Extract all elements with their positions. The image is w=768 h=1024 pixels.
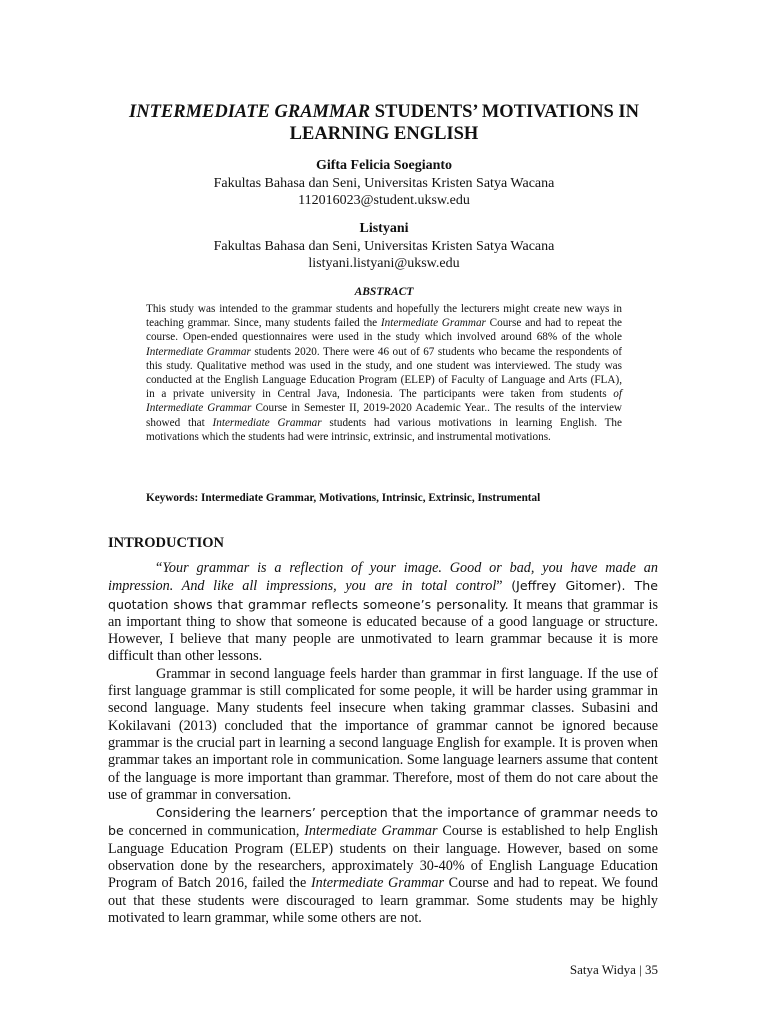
abstract-italic: Intermediate Grammar <box>212 416 322 429</box>
abstract-text: This study was intended to the grammar students and hopefully the lecturers might create new ways in teaching grammar. Since, many students failed the <box>146 303 622 330</box>
title-line2: LEARNING ENGLISH <box>289 124 479 144</box>
paragraph-text: Course and had to repeat. We found out that these students were discouraged to learn grammar. Some students may be highly motivated to learn grammar, while some others are not. <box>108 875 658 926</box>
paragraph-text: Considering the learners’ perception that the importance of grammar needs to be <box>108 805 658 839</box>
author-block-1 <box>80 157 688 210</box>
page-footer: Satya Widya | 35 <box>569 962 658 977</box>
quotation: Your grammar is a reflection of your image. Good or bad, you have made an impression. And like all impressions, you are in total control <box>108 560 658 595</box>
paragraph <box>108 560 658 666</box>
title-rest: STUDENTS’ MOTIVATIONS IN <box>370 102 639 122</box>
author-name: Listyani <box>359 221 409 236</box>
abstract-text: students 2020. There were 46 out of 67 students who became the respondents of this study. Qualitative method was used in the study, and one student was interviewed. The study was conducted at the English Language Education Program (ELEP) of Faculty of Language and Arts (FLA), in a private university in Central Java, Indonesia. The participants were taken from students <box>146 345 622 401</box>
paragraph-text: It means that grammar is an important thing to show that someone is educated because of a good language or structure. However, I believe that many people are unmotivated to learn grammar because it is more difficult than other lessons. <box>108 596 659 665</box>
abstract-italic: Intermediate Grammar <box>380 317 486 330</box>
keywords-line: Keywords: Intermediate Grammar, Motivations, Intrinsic, Extrinsic, Instrumental <box>146 492 541 504</box>
quotation-source: (Jeffrey Gitomer). The quotation shows that grammar reflects someone’s personality. <box>108 578 658 612</box>
author-block-2 <box>80 220 688 273</box>
quote-mark: ” <box>496 578 512 595</box>
author-name: Gifta Felicia Soegianto <box>315 158 453 173</box>
author-affiliation: Fakultas Bahasa dan Seni, Universitas Kristen Satya Wacana <box>213 175 555 191</box>
paragraph-text: Course is established to help English Language Education Program (ELEP) students on their language. However, based on some observation done by the researchers, approximately 30-40% of English Language Education Program of Batch 2016, failed the <box>108 823 658 892</box>
section-heading-introduction: INTRODUCTION <box>108 535 225 551</box>
paper-title <box>80 101 688 145</box>
abstract-text: Course in Semester II, 2019-2020 Academic Year.. The results of the interview showed that <box>146 402 622 429</box>
author-email: 112016023@student.uksw.edu <box>298 193 470 208</box>
paragraph: Grammar in second language feels harder than grammar in first language. If the use of first language grammar is still complicated for some people, it will be harder using grammar in second language. Many students feel insecure when taking grammar classes. Subasini and Kokilavani (2013) concluded that the importance of grammar cannot be ignored because grammar is the crucial part in learning a second language English for example. It is proven when grammar takes an important role in communication. Some language learners assume that content of the language is more important than grammar. Therefore, most of them do not care about the use of grammar in conversation. <box>108 665 658 803</box>
course-name: Intermediate Grammar <box>304 823 438 840</box>
abstract-body <box>146 302 622 444</box>
abstract-text: students had various motivations in learning English. The motivations which the students had were intrinsic, extrinsic, and instrumental motivations. <box>146 416 622 443</box>
paragraph-text: concerned in communication, <box>123 823 305 840</box>
author-affiliation: Fakultas Bahasa dan Seni, Universitas Kristen Satya Wacana <box>213 238 555 254</box>
author-email: listyani.listyani@uksw.edu <box>308 256 460 271</box>
title-italic-part: INTERMEDIATE GRAMMAR <box>129 102 371 122</box>
quote-mark: “ <box>156 560 163 576</box>
course-name: Intermediate Grammar <box>310 875 444 892</box>
abstract-italic: Intermediate Grammar <box>146 345 251 358</box>
abstract-heading: ABSTRACT <box>354 286 414 298</box>
abstract-italic: of Intermediate Grammar <box>146 388 622 415</box>
paragraph <box>108 804 658 927</box>
abstract-text: Course and had to repeat the course. Open-ended questionnaires were used in the study which involved around 68% of the whole <box>146 317 623 344</box>
introduction-body <box>108 560 658 927</box>
